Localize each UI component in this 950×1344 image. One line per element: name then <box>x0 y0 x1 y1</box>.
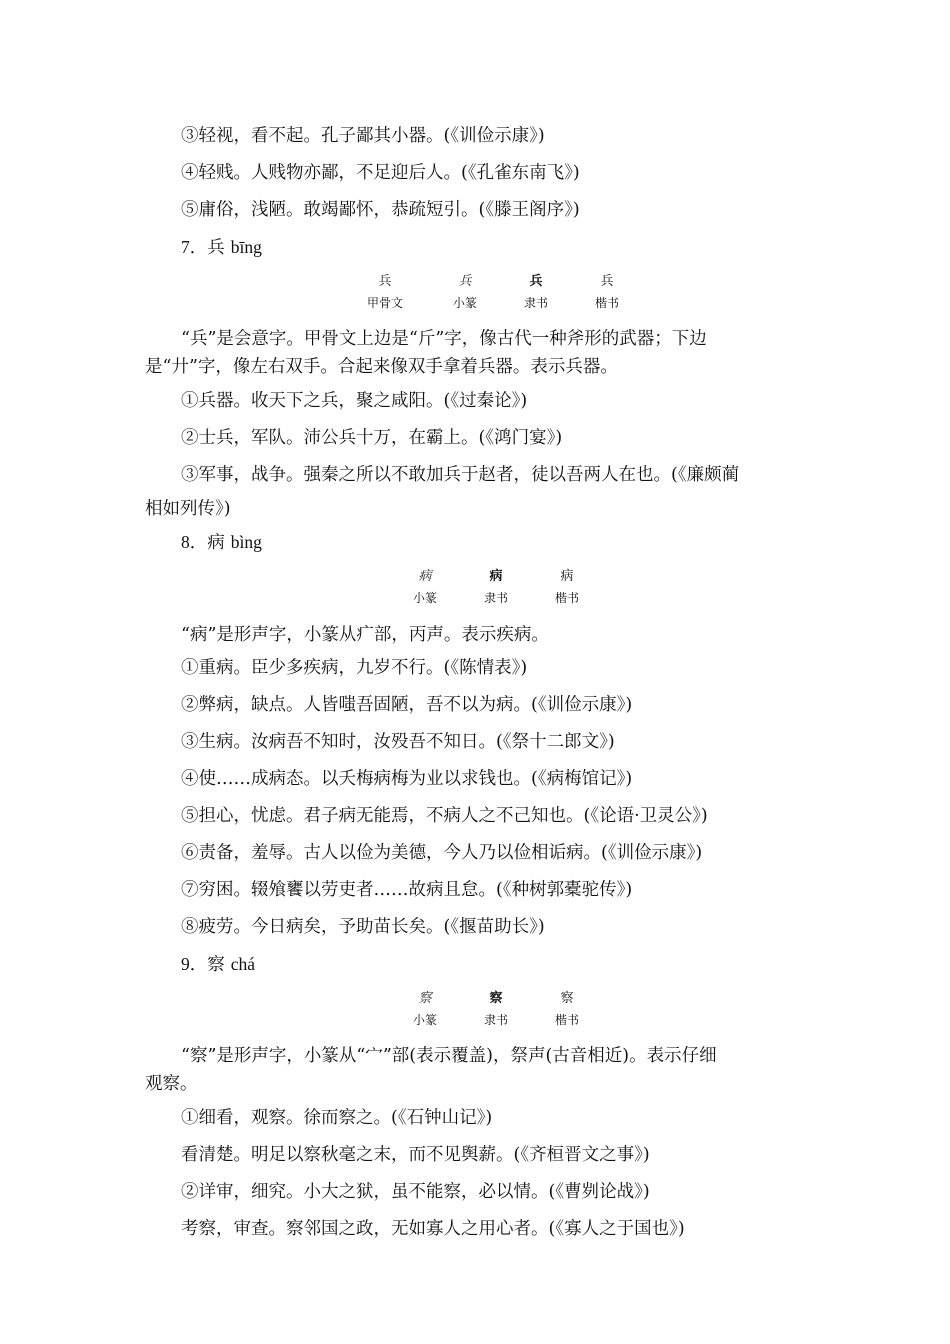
clerical-glyph: 察 <box>489 991 503 1006</box>
script-label: 小篆 <box>452 296 477 310</box>
list-item: ④轻贱。人贱物亦鄙，不足迎后人。(《孔雀东南飞》) <box>181 163 580 183</box>
regular-glyph: 兵 <box>600 274 614 289</box>
list-item: ④使……成病态。以夭梅病梅为业以求钱也。(《病梅馆记》) <box>181 769 633 789</box>
list-item: ①细看，观察。徐而察之。(《石钟山记》) <box>181 1108 493 1128</box>
list-item: ①兵器。收天下之兵，聚之咸阳。(《过秦论》) <box>181 391 528 411</box>
section-heading: 9．察 chá <box>181 954 256 975</box>
script-label: 隶书 <box>523 296 548 310</box>
clerical-glyph: 病 <box>489 569 503 584</box>
list-item: ②详审，细究。小大之狱，虽不能察，必以情。(《曹刿论战》) <box>181 1182 650 1202</box>
list-item: ③生病。汝病吾不知时，汝殁吾不知日。(《祭十二郎文》) <box>181 732 615 752</box>
script-clerical <box>501 271 571 313</box>
script-label: 楷书 <box>594 296 619 310</box>
section-description: “兵”是会意字。甲骨文上边是“斤”字，像古代一种斧形的武器；下边 是“廾”字，像左右双手。合起来像双手拿着兵器。表示兵器。 <box>145 329 707 377</box>
oracle-glyph: 兵 <box>378 274 392 289</box>
seal-glyph: 兵 <box>458 274 472 289</box>
list-item: ⑥责备，羞辱。古人以俭为美德，今人乃以俭相诟病。(《训俭示康》) <box>181 843 703 863</box>
document-page <box>145 118 810 1248</box>
list-item: 看清楚。明足以察秋毫之末，而不见舆薪。(《齐桓晋文之事》) <box>181 1145 650 1165</box>
section-description: “察”是形声字，小篆从“宀”部(表示覆盖)，祭声(古音相近)。表示仔细 观察。 <box>145 1046 717 1094</box>
section-heading: 8．病 bìng <box>181 532 262 553</box>
script-evolution <box>145 566 810 616</box>
heading-char: 察 <box>207 955 225 975</box>
section-cha <box>145 946 810 1248</box>
section-heading: 7．兵 bīng <box>181 237 262 258</box>
section-bing <box>145 229 810 524</box>
top-item-list <box>145 118 810 229</box>
script-oracle <box>350 271 420 313</box>
script-clerical <box>461 988 531 1030</box>
list-item: ⑤担心，忧虑。君子病无能焉，不病人之不己知也。(《论语·卫灵公》) <box>181 806 708 826</box>
script-seal <box>430 271 500 313</box>
regular-glyph: 察 <box>560 991 574 1006</box>
heading-pinyin: chá <box>230 954 256 974</box>
list-item: ③轻视，看不起。孔子鄙其小器。(《训俭示康》) <box>181 126 545 146</box>
script-label: 隶书 <box>483 591 508 605</box>
list-item: ⑤庸俗，浅陋。敢竭鄙怀，恭疏短引。(《滕王阁序》) <box>181 200 580 220</box>
script-label: 楷书 <box>554 591 579 605</box>
section-description: “病”是形声字，小篆从疒部，丙声。表示疾病。 <box>181 625 549 645</box>
list-item: ②士兵，军队。沛公兵十万，在霸上。(《鸿门宴》) <box>181 428 563 448</box>
script-clerical <box>461 566 531 608</box>
list-item: ③军事，战争。强秦之所以不敢加兵于赵者，徒以吾两人在也。(《廉颇蔺 相如列传》) <box>145 465 740 519</box>
script-label: 小篆 <box>412 591 437 605</box>
script-regular <box>572 271 642 313</box>
section-bing4 <box>145 524 810 946</box>
heading-pinyin: bīng <box>230 237 262 257</box>
clerical-glyph: 兵 <box>529 274 543 289</box>
list-item: ⑧疲劳。今日病矣，予助苗长矣。(《揠苗助长》) <box>181 917 545 937</box>
script-seal <box>390 566 460 608</box>
script-label: 隶书 <box>483 1013 508 1027</box>
script-evolution <box>145 271 810 321</box>
script-seal <box>390 988 460 1030</box>
script-regular <box>532 988 602 1030</box>
heading-pinyin: bìng <box>230 532 262 552</box>
seal-glyph: 病 <box>418 569 432 584</box>
heading-char: 病 <box>207 533 225 553</box>
script-label: 甲骨文 <box>366 296 403 310</box>
script-label: 楷书 <box>554 1013 579 1027</box>
list-item: ⑦穷困。辍飧饔以劳吏者……故病且怠。(《种树郭橐驼传》) <box>181 880 633 900</box>
script-label: 小篆 <box>412 1013 437 1027</box>
regular-glyph: 病 <box>560 569 574 584</box>
list-item: 考察，审查。察邻国之政，无如寡人之用心者。(《寡人之于国也》) <box>181 1219 685 1239</box>
list-item: ①重病。臣少多疾病，九岁不行。(《陈情表》) <box>181 658 528 678</box>
script-evolution <box>145 988 810 1038</box>
heading-char: 兵 <box>207 238 225 258</box>
script-regular <box>532 566 602 608</box>
seal-glyph: 察 <box>418 991 432 1006</box>
list-item: ②弊病，缺点。人皆嗤吾固陋，吾不以为病。(《训俭示康》) <box>181 695 633 715</box>
